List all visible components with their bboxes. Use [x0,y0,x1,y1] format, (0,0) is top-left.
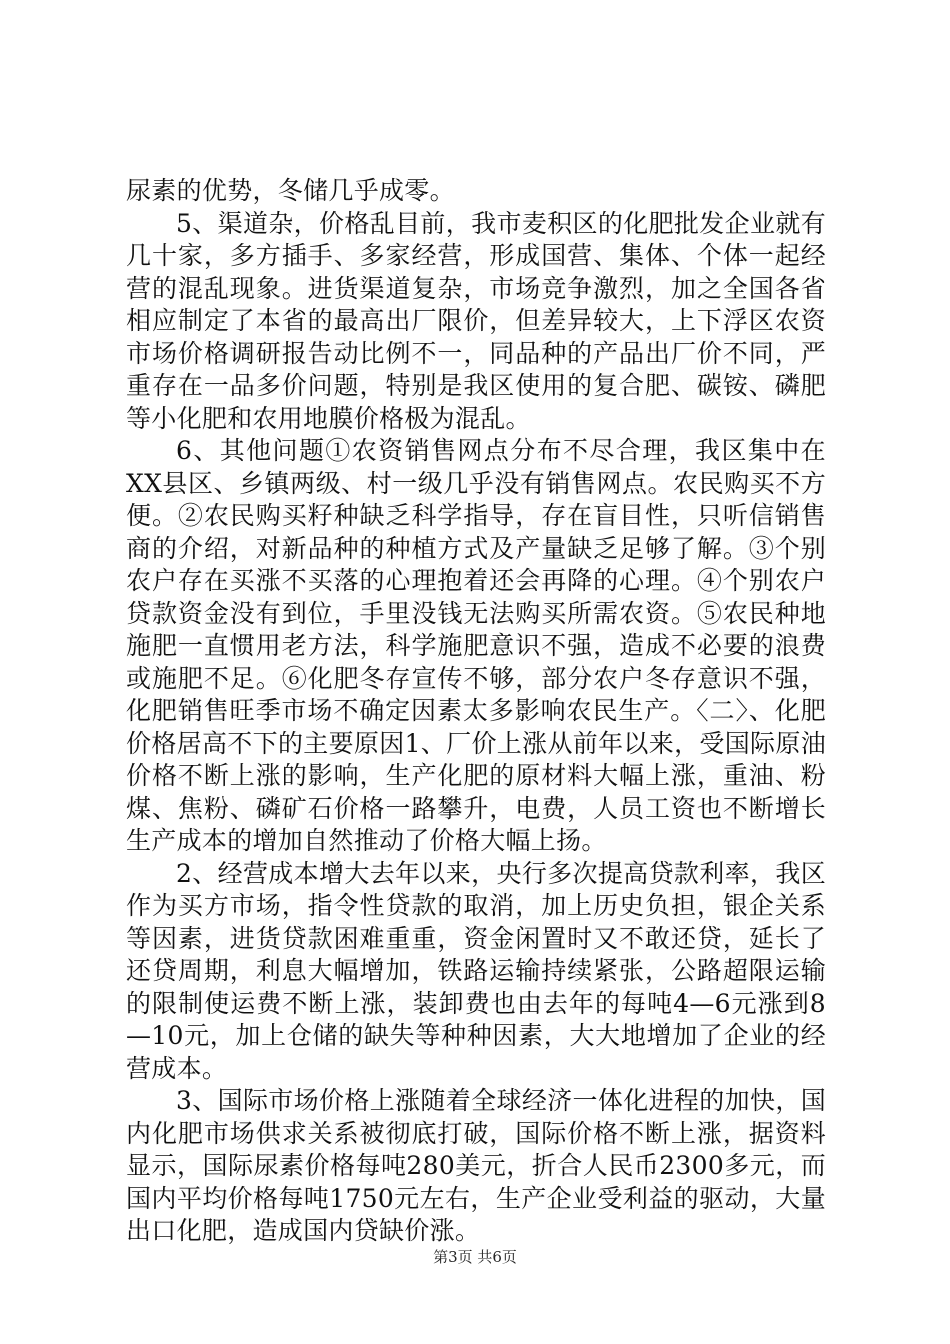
paragraph-channel-chaos: 5、渠道杂，价格乱目前，我市麦积区的化肥批发企业就有几十家，多方插手、多家经营，形成国营、集体、个体一起经营的混乱现象。进货渠道复杂，市场竞争激烈，加之全国各省相应制定了本省的最高出厂限价，但差异较大，上下浮区农资市场价格调研报告动比例不一，同品种的产品出厂价不同，严重存在一品多价问题，特别是我区使用的复合肥、碳铵、磷肥等小化肥和农用地膜价格极为混乱。 [126,208,826,433]
paragraph-international-price: 3、国际市场价格上涨随着全球经济一体化进程的加快，国内化肥市场供求关系被彻底打破，国际价格不断上涨，据资料显示，国际尿素价格每吨280美元，折合人民币2300多元，而国内平均价格每吨1750元左右，生产企业受利益的驱动，大量出口化肥，造成国内贷缺价涨。 [126,1086,826,1245]
paragraph-operating-cost: 2、经营成本增大去年以来，央行多次提高贷款利率，我区作为买方市场，指令性贷款的取消，加上历史负担，银企关系等因素，进货贷款困难重重，资金闲置时又不敢还贷，延长了还贷周期，利息大幅增加，铁路运输持续紧张，公路超限运输的限制使运费不断上涨，装卸费也由去年的每吨4—6元涨到8—10元，加上仓储的缺失等种种因素，大大地增加了企业的经营成本。 [126,858,826,1083]
document-body [126,175,826,1248]
page-footer: 第3页 共6页 [433,1248,517,1266]
paragraph-continuation: 尿素的优势，冬储几乎成零。 [126,176,455,205]
paragraph-other-issues: 6、其他问题①农资销售网点分布不尽合理，我区集中在XX县区、乡镇两级、村一级几乎没有销售网点。农民购买不方便。②农民购买籽种缺乏科学指导，存在盲目性，只听信销售商的介绍，对新品种的种植方式及产量缺乏足够了解。③个别农户存在买涨不买落的心理抱着还会再降的心理。④个别农户贷款资金没有到位，手里没钱无法购买所需农资。⑤农民种地施肥一直惯用老方法，科学施肥意识不强，造成不必要的浪费或施肥不足。⑥化肥冬存宣传不够，部分农户冬存意识不强，化肥销售旺季市场不确定因素太多影响农民生产。〈二〉、化肥价格居高不下的主要原因1、厂价上涨从前年以来，受国际原油价格不断上涨的影响，生产化肥的原材料大幅上涨，重油、粉煤、焦粉、磷矿石价格一路攀升，电费，人员工资也不断增长生产成本的增加自然推动了价格大幅上扬。 [126,436,826,855]
